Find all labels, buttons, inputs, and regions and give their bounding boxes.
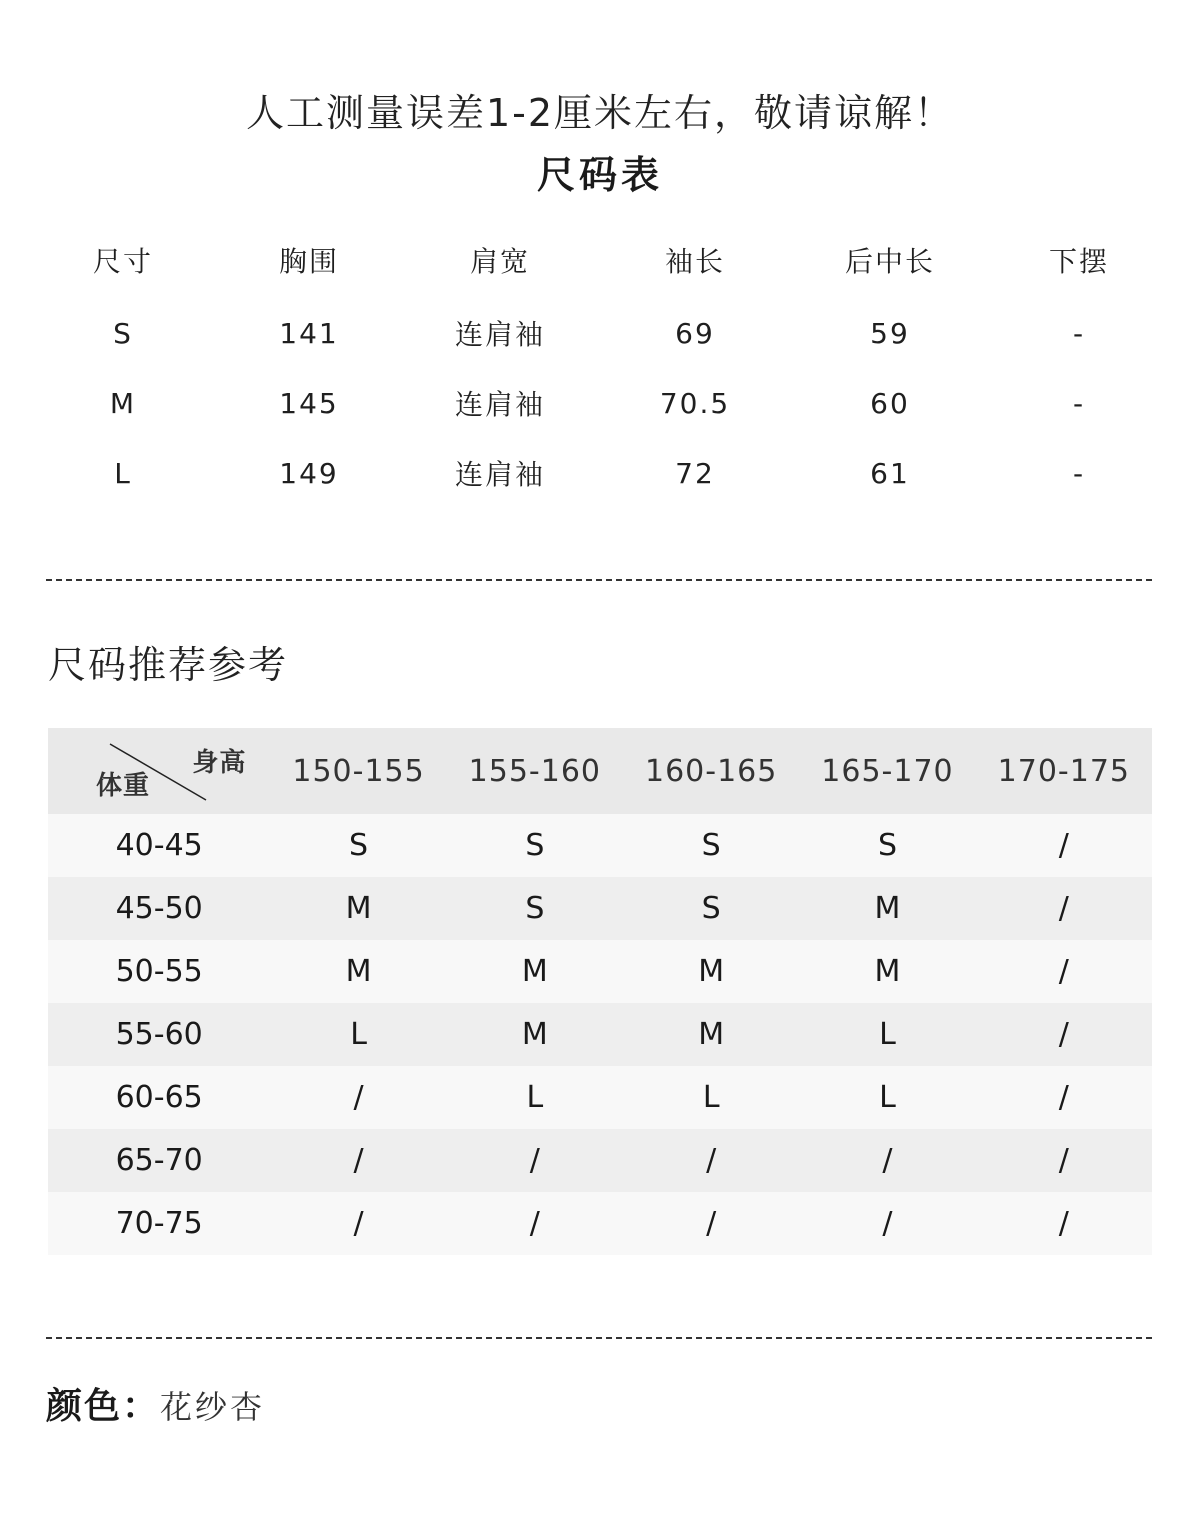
- size-cell: S: [349, 828, 369, 863]
- measurement-notice: 人工测量误差1-2厘米左右，敬请谅解！: [245, 91, 955, 135]
- table-row: [48, 1066, 1152, 1129]
- size-cell: M: [345, 891, 372, 926]
- cell-shoulder: 连肩袖: [454, 318, 545, 351]
- cell-chest: 145: [279, 386, 339, 420]
- color-value: 花纱杏: [160, 1388, 266, 1426]
- dashed-divider: [46, 579, 1152, 581]
- weight-range-cell: 65-70: [115, 1143, 203, 1178]
- weight-range-cell: 55-60: [115, 1017, 203, 1052]
- cell-sleeve: 69: [675, 316, 715, 350]
- size-cell: L: [702, 1080, 720, 1115]
- header-back-length: 后中长: [844, 245, 935, 278]
- table-row: [30, 298, 1170, 368]
- size-cell: M: [874, 891, 901, 926]
- corner-header-cell: [48, 728, 270, 814]
- cell-shoulder: 连肩袖: [454, 388, 545, 421]
- height-range-header: 165-170: [821, 753, 954, 789]
- height-range-header: 170-175: [997, 753, 1130, 789]
- cell-size: L: [114, 456, 132, 490]
- size-cell: /: [353, 1143, 364, 1178]
- size-cell: /: [1058, 828, 1069, 863]
- cell-chest: 141: [279, 316, 339, 350]
- size-cell: S: [525, 891, 545, 926]
- cell-size: S: [113, 316, 133, 350]
- cell-back-length: 61: [870, 456, 910, 490]
- height-range-header: 160-165: [644, 753, 778, 789]
- size-cell: L: [526, 1080, 544, 1115]
- size-cell: /: [1058, 1143, 1069, 1178]
- table-row: [48, 940, 1152, 1003]
- weight-axis-label: 体重: [96, 771, 151, 801]
- header-hem: 下摆: [1048, 245, 1109, 278]
- recommendation-title: 尺码推荐参考: [48, 643, 289, 687]
- size-cell: M: [698, 1017, 725, 1052]
- color-label: 颜色：: [46, 1386, 161, 1427]
- weight-range-cell: 60-65: [115, 1080, 203, 1115]
- cell-chest: 149: [279, 456, 339, 490]
- table-row: [30, 368, 1170, 438]
- table-row: [48, 1003, 1152, 1066]
- color-info: [46, 1382, 265, 1438]
- size-chart-title: 尺码表: [536, 153, 663, 197]
- header-shoulder: 肩宽: [469, 245, 530, 278]
- size-cell: /: [353, 1080, 364, 1115]
- size-cell: /: [1058, 1017, 1069, 1052]
- size-chart-table: [30, 222, 1170, 508]
- size-cell: S: [525, 828, 545, 863]
- cell-back-length: 60: [870, 386, 910, 420]
- cell-hem: -: [1072, 456, 1086, 490]
- cell-hem: -: [1072, 316, 1086, 350]
- cell-size: M: [109, 386, 137, 420]
- height-range-header: 150-155: [292, 753, 425, 789]
- size-cell: S: [701, 828, 721, 863]
- cell-hem: -: [1072, 386, 1086, 420]
- header-size: 尺寸: [92, 245, 153, 278]
- weight-range-cell: 45-50: [115, 891, 203, 926]
- size-cell: /: [1058, 954, 1069, 989]
- weight-range-cell: 50-55: [115, 954, 203, 989]
- size-cell: /: [1058, 891, 1069, 926]
- header-sleeve: 袖长: [664, 245, 725, 278]
- size-cell: L: [879, 1080, 896, 1115]
- cell-shoulder: 连肩袖: [454, 458, 545, 491]
- size-chart-header-row: [30, 222, 1170, 298]
- dashed-divider: [46, 1337, 1152, 1339]
- size-cell: /: [529, 1206, 540, 1241]
- size-cell: /: [353, 1206, 364, 1241]
- cell-back-length: 59: [870, 316, 910, 350]
- weight-range-cell: 40-45: [115, 828, 203, 863]
- size-cell: /: [1058, 1206, 1069, 1241]
- cell-sleeve: 72: [675, 456, 715, 490]
- table-row: [48, 1129, 1152, 1192]
- size-cell: /: [706, 1206, 717, 1241]
- table-row: [48, 1192, 1152, 1255]
- cell-sleeve: 70.5: [659, 386, 731, 420]
- height-range-header: 155-160: [468, 753, 602, 789]
- size-cell: L: [879, 1017, 896, 1052]
- size-cell: M: [345, 954, 372, 989]
- table-row: [48, 814, 1152, 877]
- weight-range-cell: 70-75: [115, 1206, 203, 1241]
- size-recommendation-table: [48, 728, 1152, 1255]
- table-row: [30, 438, 1170, 508]
- size-cell: S: [701, 891, 721, 926]
- size-cell: /: [529, 1143, 540, 1178]
- recommendation-header-row: [48, 728, 1152, 814]
- size-cell: /: [882, 1206, 893, 1241]
- size-cell: /: [882, 1143, 893, 1178]
- size-cell: S: [877, 828, 897, 863]
- size-cell: L: [350, 1017, 367, 1052]
- size-cell: /: [706, 1143, 717, 1178]
- header-chest: 胸围: [278, 245, 339, 278]
- size-cell: /: [1058, 1080, 1069, 1115]
- size-cell: M: [874, 954, 901, 989]
- size-cell: M: [521, 954, 548, 989]
- height-axis-label: 身高: [192, 748, 247, 778]
- size-cell: M: [521, 1017, 548, 1052]
- size-cell: M: [698, 954, 725, 989]
- table-row: [48, 877, 1152, 940]
